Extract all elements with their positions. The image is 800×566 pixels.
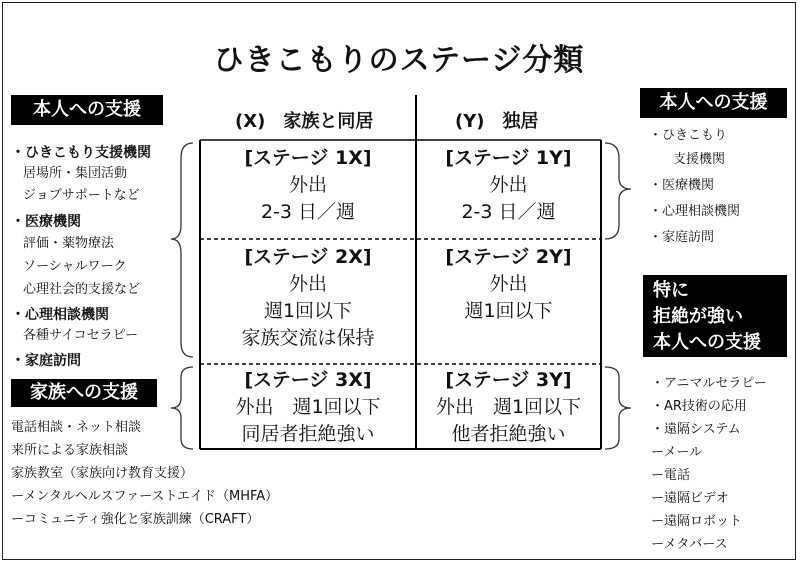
- stage-2x-line-1: 外出: [288, 273, 327, 295]
- right-item2-8: ーメタバース: [651, 537, 728, 552]
- diagram-frame: [2, 2, 796, 560]
- right-item-1: ・ひきこもり: [649, 128, 728, 143]
- stage-2x-line-3: 家族交流は保持: [241, 327, 375, 349]
- right-person-support-header: 本人への支援: [640, 88, 787, 118]
- stage-3x-line-2: 同居者拒絶強い: [241, 423, 375, 445]
- left-group-2-item-1: 評価・薬物療法: [23, 236, 115, 251]
- column-header-y: (Y) 独居: [455, 111, 539, 132]
- stage-1y-line-1: 外出: [489, 174, 528, 196]
- stage-3y-label: [ステージ 3Y]: [445, 369, 572, 391]
- right-item2-4: ーメール: [651, 445, 703, 460]
- stage-1x-label: [ステージ 1X]: [244, 147, 372, 169]
- stage-1x-cell: [202, 145, 414, 226]
- family-item-5: ーコミュニティ強化と家族訓練（CRAFT）: [11, 512, 260, 527]
- right-item-2: 支援機関: [673, 152, 726, 167]
- right-brace-lower: [605, 367, 631, 449]
- left-group-2-item-2: ソーシャルワーク: [23, 259, 127, 274]
- stage-2x-line-2: 週1回以下: [263, 300, 353, 322]
- left-group-2-heading: ・医療機関: [11, 214, 81, 230]
- left-group-3-item-1: 各種サイコセラピー: [23, 328, 139, 343]
- left-group-1-item-2: ジョブサポートなど: [23, 188, 140, 203]
- left-group-2-item-3: 心理社会的支援など: [23, 282, 141, 297]
- stage-2y-line-1: 外出: [489, 273, 528, 295]
- left-group-4-heading: ・家庭訪問: [11, 353, 81, 369]
- right-item2-2: ・AR技術の応用: [651, 399, 747, 414]
- stage-1y-cell: [418, 145, 599, 226]
- stage-2x-cell: [202, 244, 414, 352]
- right-brace-upper: [605, 143, 631, 239]
- left-person-support-header: 本人への支援: [11, 95, 163, 125]
- diagram-title: ひきこもりのステージ分類: [213, 43, 585, 78]
- left-group-1-heading: ・ひきこもり支援機関: [11, 145, 151, 161]
- stage-2x-label: [ステージ 2X]: [244, 246, 372, 268]
- right-item2-6: ー遠隔ビデオ: [651, 491, 729, 506]
- right-item2-3: ・遠隔システム: [651, 422, 741, 437]
- stage-3y-line-2: 他者拒絶強い: [451, 423, 566, 445]
- stage-3x-label: [ステージ 3X]: [244, 369, 372, 391]
- stage-3x-cell: [202, 367, 414, 448]
- right-item-4: ・心理相談機関: [649, 204, 741, 219]
- left-group-3-heading: ・心理相談機関: [11, 307, 109, 323]
- family-item-2: 来所による家族相談: [11, 443, 129, 458]
- left-brace-lower: [171, 367, 193, 449]
- stage-2y-line-2: 週1回以下: [464, 300, 553, 322]
- stage-1x-line-2: 2-3 日／週: [260, 201, 356, 223]
- right-item-3: ・医療機関: [649, 178, 715, 193]
- stage-3y-line-1: 外出 週1回以下: [435, 396, 582, 418]
- right-item2-7: ー遠隔ロボット: [651, 514, 743, 529]
- column-header-x: (X) 家族と同居: [235, 111, 374, 132]
- stage-1y-label: [ステージ 1Y]: [445, 147, 572, 169]
- right-item2-1: ・アニマルセラピー: [651, 376, 767, 391]
- stage-3y-cell: [418, 367, 599, 448]
- stage-1x-line-1: 外出: [288, 174, 327, 196]
- stage-2y-label: [ステージ 2Y]: [445, 246, 572, 268]
- right-strong-refusal-header: [643, 275, 787, 357]
- right-item-5: ・家庭訪問: [649, 230, 715, 245]
- right-header2-line-3: 本人への支援: [653, 332, 761, 353]
- right-item2-5: ー電話: [651, 468, 691, 483]
- left-group-1-item-1: 居場所・集団活動: [23, 166, 128, 181]
- family-item-4: ーメンタルヘルスファーストエイド（MHFA）: [11, 489, 279, 504]
- left-family-support-header: 家族への支援: [11, 379, 157, 407]
- right-header2-line-2: 拒絶が強い: [653, 306, 743, 327]
- family-item-1: 電話相談・ネット相談: [11, 420, 142, 435]
- stage-2y-cell: [418, 244, 599, 325]
- stage-1y-line-2: 2-3 日／週: [461, 201, 556, 223]
- stage-3x-line-1: 外出 週1回以下: [235, 396, 381, 418]
- family-item-3: 家族教室（家族向け教育支援）: [11, 466, 194, 481]
- left-brace-upper: [171, 143, 193, 357]
- right-header2-line-1: 特に: [653, 280, 689, 301]
